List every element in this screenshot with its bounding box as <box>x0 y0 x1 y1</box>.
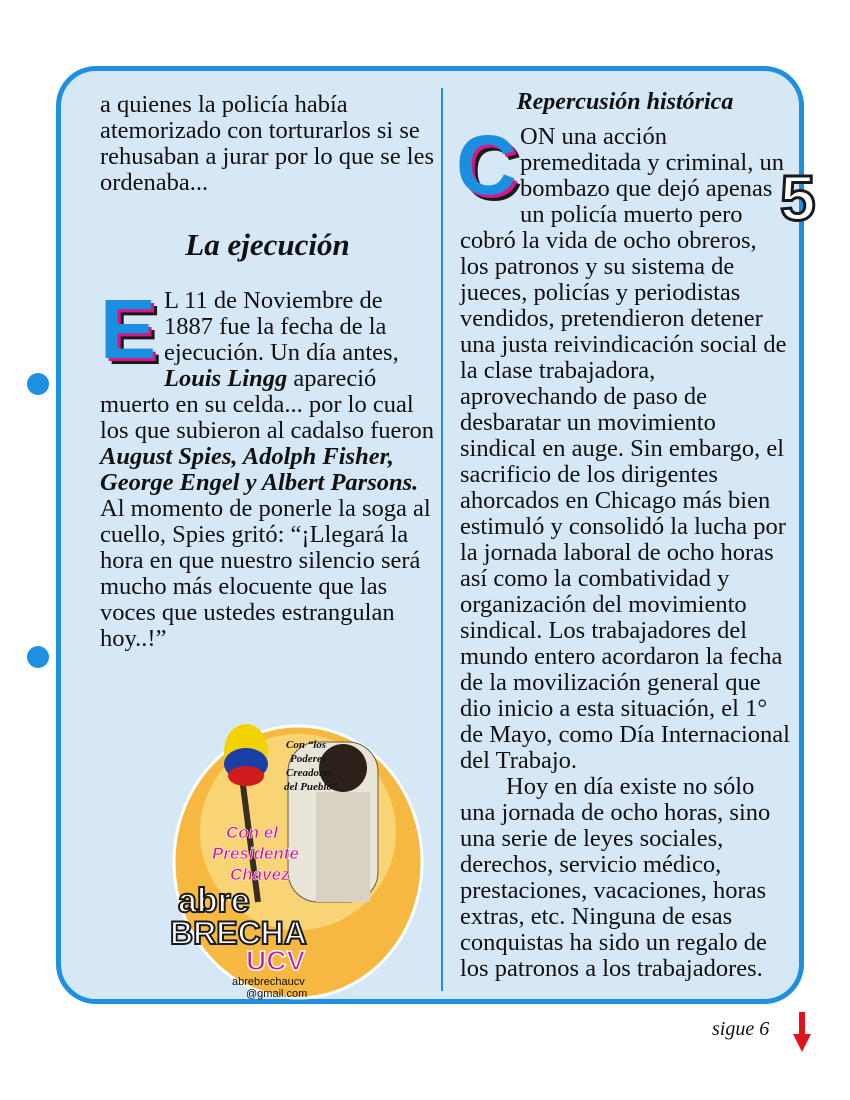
brand-ucv: UCV <box>246 945 306 976</box>
ejecucion-text-b: apareció muerto en su celda... por lo cual los que subieron al cadalso fueron <box>100 365 435 444</box>
continue-label[interactable]: sigue 6 <box>712 1018 770 1040</box>
ejecucion-paragraph <box>100 282 435 652</box>
repercusion-text-2: Hoy en día existe no sólo una jornada de ocho horas, sino una serie de leyes sociales, derechos, servicio médico, prestaciones, vacaciones, horas extras, etc. Ninguna de esas conquistas ha sido un regalo de los patronos a los trabajadores. <box>460 773 771 982</box>
intro-paragraph: a quienes la policía había atemorizado con torturarlos si se rehusaban a jurar por lo que se les ordenaba... <box>100 91 435 196</box>
section-heading-ejecucion: La ejecución <box>185 227 350 262</box>
dropcap-c: C <box>456 118 517 212</box>
name-lingg: Louis Lingg <box>164 365 288 392</box>
names-executed: August Spies, Adolph Fisher, George Engel y Albert Parsons. <box>100 443 419 496</box>
brand-brecha: BRECHA <box>170 915 307 951</box>
left-column <box>100 92 435 652</box>
guitar-flag-icon <box>224 724 268 786</box>
promo-quote-2: Poderes <box>290 753 327 765</box>
brand-abre: abre <box>178 882 250 920</box>
ejecucion-text-c: Al momento de ponerle la soga al cuello, Spies gritó: “¡Llegará la hora en que nuestro silencio será mucho más elocuente que las voces que ustedes estrangulan hoy..!” <box>100 495 431 652</box>
section-heading-repercusion: Repercusión histórica <box>516 89 734 115</box>
column-divider <box>441 88 443 991</box>
promo-quote-1: Con “los <box>286 739 327 751</box>
promo-email-1: abrebrechaucv <box>232 976 305 988</box>
right-column <box>456 88 790 982</box>
promo-line-3: Chávez <box>230 865 290 884</box>
promo-email-2: @gmail.com <box>246 988 308 1000</box>
binder-hole-bottom <box>27 646 49 668</box>
promo-quote-3: Creadores <box>286 767 333 779</box>
page-number: 5 <box>780 162 816 234</box>
binder-hole-top <box>27 373 49 395</box>
promo-line-2: Presidente <box>212 844 299 863</box>
promo-quote-4: del Pueblo” <box>284 781 338 793</box>
repercusion-paragraph-2 <box>460 774 790 982</box>
dropcap-e: E <box>100 282 157 376</box>
arrow-down-icon[interactable] <box>793 1012 811 1052</box>
repercusion-text-1: ON una acción premeditada y criminal, un bombazo que dejó apenas un policía muerto pero cobró la vida de ocho obreros, los patronos y su sistema de jueces, policías y periodistas vendidos, pretendieron detener una justa reivindicación social de la clase trabajadora, aprovechando de paso de desbaratar un movimiento sindical en auge. Sin embargo, el sacrificio de los dirigentes ahorcados en Chicago más bien estimuló y consolidó la lucha por la jornada laboral de ocho horas así como la combatividad y organización del movimiento sindical. Los trabajadores del mundo entero acordaron la fecha de la movilización general que dio inicio a esta situación, el 1° de Mayo, como Día Internacional del Trabajo. <box>460 123 790 774</box>
abre-brecha-promo <box>168 712 428 1002</box>
repercusion-paragraph-1 <box>456 118 790 774</box>
ejecucion-text-a: L 11 de Noviembre de 1887 fue la fecha de la ejecución. Un día antes, <box>164 287 399 366</box>
promo-line-1: Con el <box>226 823 278 842</box>
